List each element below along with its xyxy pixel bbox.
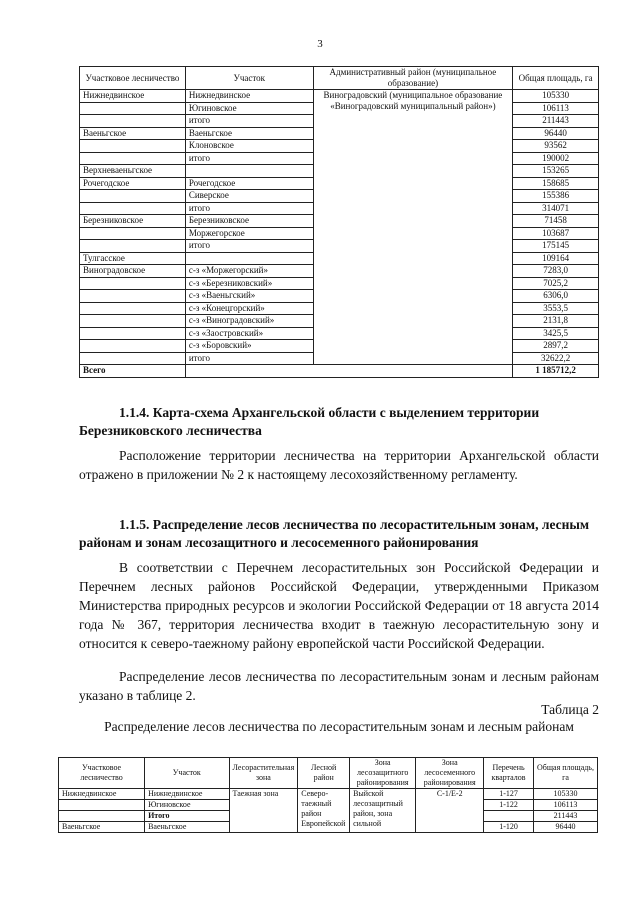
section-115-heading: 1.1.5. Распределение лесов лесничества по лесорастительным зонам, лесным районам и зонам лесозащитного и лесосеменного районирования — [79, 517, 590, 550]
page-number: 3 — [317, 38, 323, 50]
plot-cell: Югиновское — [145, 800, 229, 811]
area-cell: 103687 — [513, 227, 599, 240]
forestry-cell — [80, 152, 186, 165]
plot-cell: с-з «Моржегорский» — [185, 265, 313, 278]
area-cell: 7025,2 — [513, 277, 599, 290]
area-cell: 105330 — [533, 789, 597, 800]
plot-cell: итого — [185, 240, 313, 253]
forest-zones-table — [58, 757, 598, 833]
plot-cell — [185, 165, 313, 178]
plot-cell: Югиновское — [185, 102, 313, 115]
t2-col-header-plot: Участок — [145, 758, 229, 789]
t2-col-header-area: Общая площадь, га — [533, 758, 597, 789]
plot-cell: с-з «Боровский» — [185, 340, 313, 353]
area-cell: 6306,0 — [513, 290, 599, 303]
plot-cell: Моржегорское — [185, 227, 313, 240]
forestry-cell — [80, 340, 186, 353]
plot-cell: итого — [185, 152, 313, 165]
section-114-text: Расположение территории лесничества на территории Архангельской области отражено в приложении № 2 к настоящему лесохозяйственному регламенту. — [79, 448, 599, 482]
area-cell: 7283,0 — [513, 265, 599, 278]
forestry-cell — [80, 190, 186, 203]
t2-col-header-zone: Лесорастительная зона — [229, 758, 298, 789]
plot-cell: Клоновское — [185, 140, 313, 153]
forestry-cell: Рочегодское — [80, 177, 186, 190]
quarters-cell: 1-120 — [484, 822, 534, 833]
area-cell: 211443 — [513, 115, 599, 128]
section-114-heading: 1.1.4. Карта-схема Архангельской области с выделением территории Березниковского лесничества — [79, 405, 540, 438]
plot-cell — [185, 252, 313, 265]
col-header-district: Административный район (муниципальное образование) — [313, 67, 513, 90]
plot-cell: Нижнедвинское — [185, 90, 313, 103]
forestry-cell — [80, 240, 186, 253]
area-cell: 71458 — [513, 215, 599, 228]
area-cell: 190002 — [513, 152, 599, 165]
forestry-cell — [80, 202, 186, 215]
area-cell: 155386 — [513, 190, 599, 203]
zone-cell: Таежная зона — [229, 789, 298, 833]
forestry-cell — [59, 800, 145, 811]
area-cell: 3553,5 — [513, 302, 599, 315]
plot-cell: с-з «Конецгорский» — [185, 302, 313, 315]
area-cell: 106113 — [533, 800, 597, 811]
forestry-cell — [59, 811, 145, 822]
quarters-cell: 1-122 — [484, 800, 534, 811]
total-area: 1 185712,2 — [513, 365, 599, 378]
forestry-cell — [80, 115, 186, 128]
forestry-cell — [80, 140, 186, 153]
total-label: Всего — [80, 365, 186, 378]
table-row — [59, 789, 598, 800]
plot-cell: Нижнедвинское — [145, 789, 229, 800]
total-row — [80, 365, 599, 378]
region-cell: Северо-таежный район Европейской — [298, 789, 350, 833]
plot-cell: Рочегодское — [185, 177, 313, 190]
table-row — [80, 90, 599, 103]
forestry-cell: Ваеньгское — [80, 127, 186, 140]
plot-cell: итого — [185, 202, 313, 215]
plot-cell: с-з «Березниковский» — [185, 277, 313, 290]
area-cell: 3425,5 — [513, 327, 599, 340]
col-header-plot: Участок — [185, 67, 313, 90]
area-cell: 96440 — [513, 127, 599, 140]
forestry-cell: Березниковское — [80, 215, 186, 228]
plot-cell: Ваеньгское — [185, 127, 313, 140]
forestry-cell — [80, 290, 186, 303]
forestry-cell: Нижнедвинское — [59, 789, 145, 800]
plot-cell: с-з «Заостровский» — [185, 327, 313, 340]
plot-cell: итого — [185, 115, 313, 128]
area-cell: 106113 — [513, 102, 599, 115]
forestry-cell — [80, 327, 186, 340]
plot-cell: Березниковское — [185, 215, 313, 228]
area-cell: 2897,2 — [513, 340, 599, 353]
forestry-cell: Тулгасское — [80, 252, 186, 265]
section-115-text-2: Распределение лесов лесничества по лесорастительным зонам и лесным районам указано в таблице 2. — [79, 669, 599, 703]
area-cell: 109164 — [513, 252, 599, 265]
quarters-cell — [484, 811, 534, 822]
plot-cell: с-з «Ваеньгский» — [185, 290, 313, 303]
area-cell: 2131,8 — [513, 315, 599, 328]
t2-col-header-seed: Зона лесосеменного районирования — [416, 758, 484, 789]
area-cell: 211443 — [533, 811, 597, 822]
area-cell: 153265 — [513, 165, 599, 178]
forestry-cell: Ваеньгское — [59, 822, 145, 833]
table2-label: Таблица 2 — [541, 702, 599, 717]
forestry-cell: Нижнедвинское — [80, 90, 186, 103]
total-empty — [185, 365, 512, 378]
t2-col-header-region: Лесной район — [298, 758, 350, 789]
t2-col-header-forestry: Участковое лесничество — [59, 758, 145, 789]
forestry-cell — [80, 315, 186, 328]
forestry-areas-table — [79, 66, 599, 378]
area-cell: 32622,2 — [513, 352, 599, 365]
plot-cell: Итого — [145, 811, 229, 822]
col-header-forestry: Участковое лесничество — [80, 67, 186, 90]
area-cell: 96440 — [533, 822, 597, 833]
forestry-cell — [80, 302, 186, 315]
table2-caption: Распределение лесов лесничества по лесорастительным зонам и лесным районам — [104, 719, 574, 734]
area-cell: 105330 — [513, 90, 599, 103]
t2-col-header-quarters: Перечень кварталов — [484, 758, 534, 789]
area-cell: 314071 — [513, 202, 599, 215]
forestry-cell — [80, 352, 186, 365]
col-header-area: Общая площадь, га — [513, 67, 599, 90]
plot-cell: итого — [185, 352, 313, 365]
forestry-cell: Виноградовское — [80, 265, 186, 278]
district-cell: Виноградовский (муниципальное образование «Виноградовский муниципальный район») — [313, 90, 513, 365]
area-cell: 175145 — [513, 240, 599, 253]
forestry-cell — [80, 102, 186, 115]
protection-zone-cell: Выйской лесозащитный район, зона сильной — [350, 789, 416, 833]
plot-cell: Сиверское — [185, 190, 313, 203]
seed-zone-cell: С-1/Е-2 — [416, 789, 484, 833]
area-cell: 158685 — [513, 177, 599, 190]
quarters-cell: 1-127 — [484, 789, 534, 800]
plot-cell: с-з «Виноградовский» — [185, 315, 313, 328]
forestry-cell: Верхневаеньгское — [80, 165, 186, 178]
plot-cell: Ваеньгское — [145, 822, 229, 833]
t2-col-header-protection: Зона лесозащитного районирования — [350, 758, 416, 789]
section-115-text-1: В соответствии с Перечнем лесорастительных зон Российской Федерации и Перечнем лесных районов Российской Федерации, утвержденными Приказом Министерства природных ресурсов и экологии Российской Федерации от 18 августа 2014 года № 367, территория лесничества входит в таежную лесорастительную зону и относится к северо-таежному району европейской части Российской Федерации. — [79, 560, 599, 651]
area-cell: 93562 — [513, 140, 599, 153]
forestry-cell — [80, 227, 186, 240]
forestry-cell — [80, 277, 186, 290]
